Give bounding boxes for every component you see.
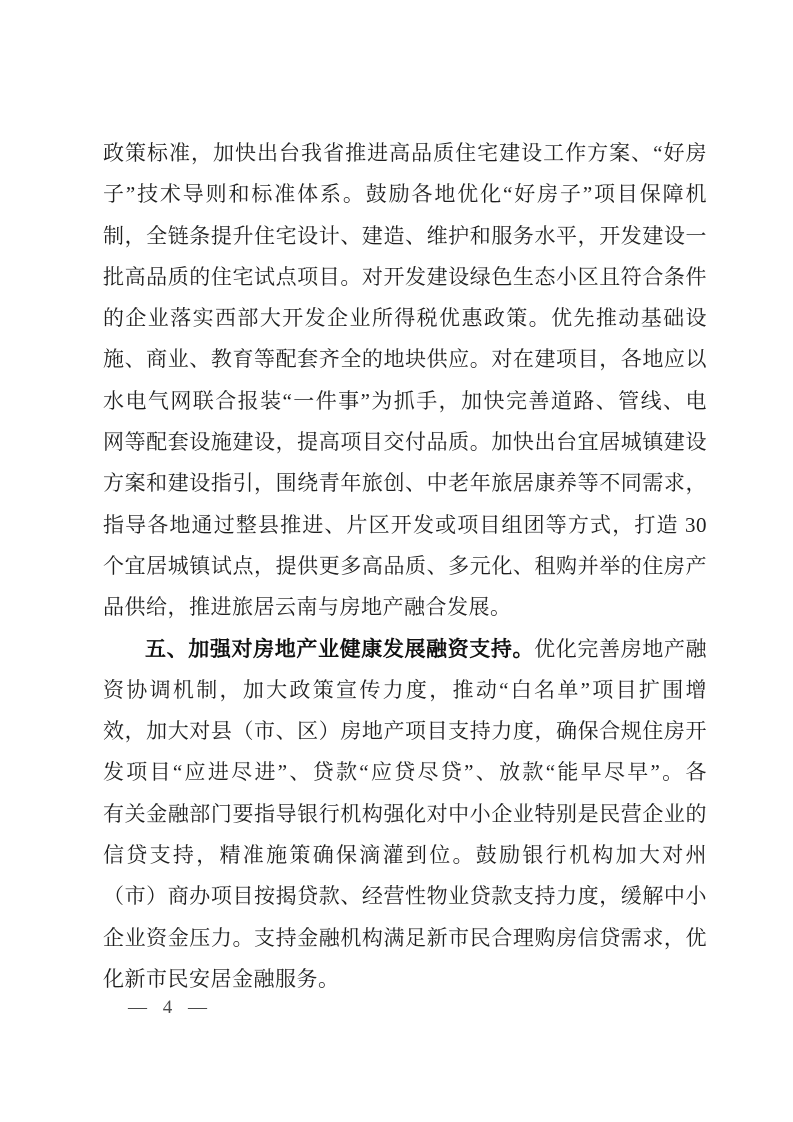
paragraph-section-five-financing [103,629,707,1001]
body-line: 资协调机制，加大政策宣传力度，推动“白名单”项目扩围增 [103,677,707,702]
body-line: 方案和建设指引，围绕青年旅创、中老年旅居康养等不同需求， [103,471,707,496]
body-line: 子”技术导则和标准体系。鼓励各地优化“好房子”项目保障机 [103,182,707,207]
body-line: 政策标准，加快出台我省推进高品质住宅建设工作方案、“好房 [103,141,707,165]
body-line: 施、商业、教育等配套齐全的地块供应。对在建项目，各地应以 [103,347,707,372]
body-line: 水电气网联合报装“一件事”为抓手，加快完善道路、管线、电 [103,388,707,413]
body-line: 制，全链条提升住宅设计、建造、维护和服务水平，开发建设一 [103,223,707,248]
section-heading-rest: 优化完善房地产融 [534,636,708,661]
body-line: 化新市民安居金融服务。 [103,966,340,991]
body-line: （市）商办项目按揭贷款、经营性物业贷款支持力度，缓解中小 [103,884,707,909]
body-line: 企业资金压力。支持金融机构满足新市民合理购房信贷需求，优 [103,925,707,950]
body-line: 个宜居城镇试点，提供更多高品质、多元化、租购并举的住房产 [103,553,707,578]
section-heading-bold: 五、加强对房地产业健康发展融资支持。 [145,637,535,661]
body-line: 发项目“应进尽进”、贷款“应贷尽贷”、放款“能早尽早”。各 [103,760,707,785]
body-line: 品供给，推进旅居云南与房地产融合发展。 [103,595,512,620]
body-line: 指导各地通过整县推进、片区开发或项目组团等方式，打造 30 [103,512,707,537]
body-line: 有关金融部门要指导银行机构强化对中小企业特别是民营企业的 [103,801,707,826]
document-body [103,133,707,1000]
paragraph-housing-quality [103,133,707,629]
body-line: 信贷支持，精准施策确保滴灌到位。鼓励银行机构加大对州 [103,843,707,868]
body-line: 批高品质的住宅试点项目。对开发建设绿色生态小区且符合条件 [103,264,707,289]
section-heading-line [103,629,707,670]
body-line: 网等配套设施建设，提高项目交付品质。加快出台宜居城镇建设 [103,430,707,455]
body-line: 效，加大对县（市、区）房地产项目支持力度，确保合规住房开 [103,719,707,744]
page-number: — 4 — [128,997,208,1018]
body-line: 的企业落实西部大开发企业所得税优惠政策。优先推动基础设 [103,306,707,331]
